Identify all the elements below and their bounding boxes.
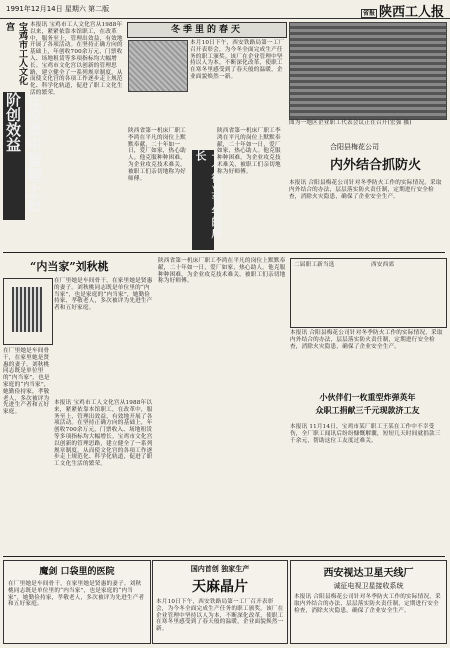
ad-1 xyxy=(3,560,151,644)
middle-body-2: 本报讯 宝鸡市工人文化宫从1988年以来，紧紧依靠本馆职工，在改革中，服务至上，管理出效益，有效地开展了各项活动。在坚持正确方向的基础上，年创收700余万元，门票收入、场地租赁等多项指标均大幅增长。宝鸡市文化宫以创新的管理思路，建立健全了一系列规章制度，从而使文化宫的各项工作逐步走上规范化、科学化轨道，促进了职工文化生活的繁荣。 xyxy=(54,400,153,468)
page-header xyxy=(0,0,450,19)
right-headline-block xyxy=(330,142,445,176)
middle-body: 在厂里她是车间骨干，在家里她是贤惠的妻子。刘秋桃同志既是单位里的“内当家”，也是家庭的“内当家”，她勤俭持家，孝敬老人，多次被评为先进生产者和五好家庭。 xyxy=(54,278,153,312)
ad-2-title: 国内首创 独家生产 xyxy=(190,564,250,573)
ad-1-title: 魔剑 口袋里的医院 xyxy=(39,567,115,577)
center-vertical-title-block xyxy=(192,150,223,250)
section-divider xyxy=(3,252,445,253)
banner-title: 冬季里的春天 xyxy=(170,25,243,35)
banner-photo xyxy=(128,40,188,92)
ad-3-body: 本报讯 合阳县梅花公司针对冬季防火工作的实际情况，采取内外结合的办法，层层落实防火责任制，定期进行安全检查，消除火灾隐患，确保了企业安全生产。 xyxy=(294,594,441,614)
ad-2-body: 本月10日下午，西安铁路局第一工厂召开表彰会，为今冬全面完成生产任务的职工颁奖。该厂在企业管理中坚持以人为本，不断深化改革，使职工在寒冬里感受到了春天般的温暖，企业面貌焕然一新。 xyxy=(156,599,284,633)
feature-photo xyxy=(289,22,447,120)
masthead-title: 陕西工人报 xyxy=(378,5,444,20)
lead-body: 本报讯 宝鸡市工人文化宫从1988年以来，紧紧依靠本馆职工，在改革中，服务至上，管理出效益，有效地开展了各项活动。在坚持正确方向的基础上，年创收700余万元，门票收入、场地租赁等多项指标均大幅增长。宝鸡市文化宫以创新的管理思路，建立健全了一系列规章制度，从而使文化宫的各项工作逐步走上规范化、科学化轨道，促进了职工文化生活的繁荣。 xyxy=(30,22,123,96)
ad-1-body: 在厂里她是车间骨干，在家里她是贤惠的妻子。刘秋桃同志既是单位里的“内当家”，也是家庭的“内当家”，她勤俭持家，孝敬老人，多次被评为先进生产者和五好家庭。 xyxy=(8,581,145,608)
lead-headline: 在改革中管理上台阶创效益 xyxy=(4,92,43,212)
side-note-box xyxy=(290,258,447,328)
side-note-1: 二届职工新当选 xyxy=(294,262,335,268)
ad-2 xyxy=(152,560,288,644)
ad-3-title: 西安视达卫星天线厂 xyxy=(323,568,414,579)
bottom-right-body: 本报讯 11月14日，宝鸡市某厂职工王某在工作中不幸受伤，全厂职工闻讯后纷纷慷慨解囊，短短几天时间就捐款三千余元，帮助这位工友度过难关。 xyxy=(290,424,441,444)
middle-illustration xyxy=(3,278,53,345)
illustration-art xyxy=(12,287,42,332)
middle-body-center: 陕西省第一机床厂职工李鸿在平凡的岗位上默默奉献，二十年如一日，爱厂如家，热心助人。他克服种种困难，为企业攻克技术难关，被职工们亲切地称为好师傅。 xyxy=(158,258,286,285)
bottom-right-headline-block xyxy=(290,392,445,422)
lead-kicker: 宝鸡市工人文化宫 xyxy=(4,22,27,85)
center-body: 陕西省第一机床厂职工李鸿在平凡的岗位上默默奉献，二十年如一日，爱厂如家，热心助人。他克服种种困难，为企业攻克技术难关，被职工们亲切地称为好师傅。 xyxy=(128,128,186,182)
middle-headline: “内当家”刘秋桃 xyxy=(30,260,109,273)
lead-headline-block xyxy=(3,92,43,220)
ad-3 xyxy=(290,560,447,644)
ad-3-sub: 诚征电视卫星接收系统 xyxy=(333,582,404,590)
bottom-right-headline: 小伙伴们一枚重型炸弹英年 xyxy=(319,392,416,402)
center-vertical-title: 一个待业青年的成长 xyxy=(194,150,223,238)
banner-title-box xyxy=(127,22,287,38)
date-line: 1991年12月14日 星期六 第二版 xyxy=(6,5,110,13)
ad-divider xyxy=(3,556,445,557)
side-body: 本报讯 合阳县梅花公司针对冬季防火工作的实际情况，采取内外结合的办法，层层落实防火责任制，定期进行安全检查，消除火灾隐患，确保了企业安全生产。 xyxy=(290,330,443,350)
middle-body-left: 在厂里她是车间骨干，在家里她是贤惠的妻子。刘秋桃同志既是单位里的“内当家”，也是家庭的“内当家”，她勤俭持家，孝敬老人，多次被评为先进生产者和五好家庭。 xyxy=(3,348,50,416)
photo-caption: 图为一地区企业职工代表会议正在召开(宏强 摄) xyxy=(289,120,412,126)
masthead xyxy=(361,1,444,20)
masthead-badge: 省报 xyxy=(362,10,375,17)
center-body-2: 陕西省第一机床厂职工李鸿在平凡的岗位上默默奉献，二十年如一日，爱厂如家，热心助人。他克服种种困难，为企业攻克技术难关，被职工们亲切地称为好师傅。 xyxy=(217,128,281,175)
ad-2-product: 天麻晶片 xyxy=(192,579,248,595)
right-headline: 内外结合抓防火 xyxy=(330,158,422,173)
right-kicker: 合阳县梅花公司 xyxy=(330,143,379,151)
banner-body: 本月10日下午，西安铁路局第一工厂召开表彰会，为今冬全面完成生产任务的职工颁奖。该厂在企业管理中坚持以人为本，不断深化改革，使职工在寒冬里感受到了春天般的温暖，企业面貌焕然一新。 xyxy=(190,40,285,80)
bottom-right-subhead: 众职工捐献三千元现款济工友 xyxy=(315,405,420,415)
side-note-2: 西安西郊 xyxy=(371,262,395,268)
right-body: 本报讯 合阳县梅花公司针对冬季防火工作的实际情况，采取内外结合的办法，层层落实防火责任制，定期进行安全检查，消除火灾隐患，确保了企业安全生产。 xyxy=(289,180,442,200)
lead-kicker-block xyxy=(3,22,25,90)
